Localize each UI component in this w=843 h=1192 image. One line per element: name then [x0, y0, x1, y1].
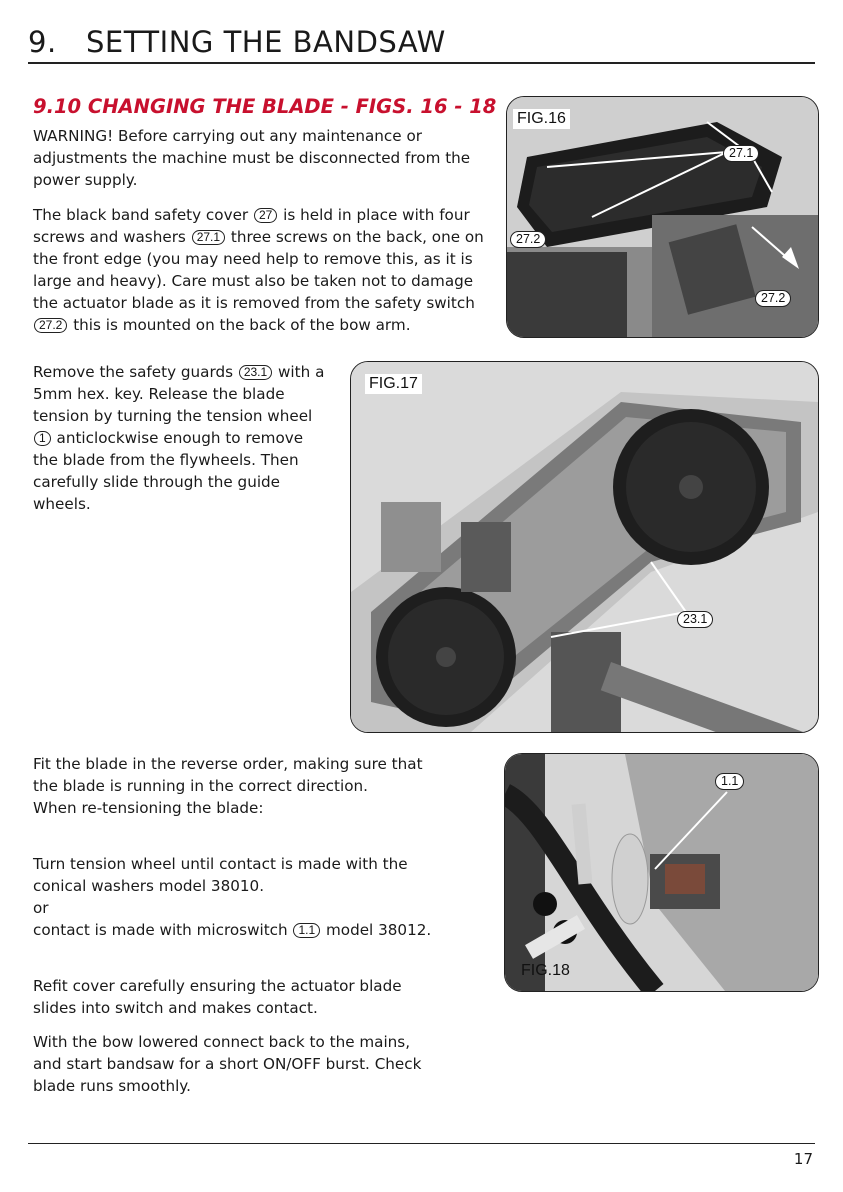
figure-17-tag-23-1: 23.1	[677, 611, 713, 628]
figure-17-label: FIG.17	[365, 374, 422, 394]
callout-1-1: 1.1	[293, 923, 320, 938]
text: with a 5mm hex. key. Release the blade tension by turning the tension wheel	[33, 363, 325, 425]
figure-16-tag-27-1: 27.1	[723, 145, 759, 162]
callout-1: 1	[34, 431, 51, 446]
figure-18-tag-1-1: 1.1	[715, 773, 744, 790]
figure-16-tag-27-2: 27.2	[510, 231, 546, 248]
figure-16-tag-27-2-inset: 27.2	[755, 290, 791, 307]
callout-27-1: 27.1	[192, 230, 225, 245]
text: model 38012.	[325, 921, 432, 939]
figure-18	[504, 753, 819, 992]
turn-paragraph	[33, 853, 433, 941]
text: Turn tension wheel until contact is made with the conical washers model 38010.	[33, 855, 408, 895]
text: contact is made with microswitch	[33, 921, 288, 939]
text: When re-tensioning the blade:	[33, 799, 264, 817]
text: Remove the safety guards	[33, 363, 233, 381]
figure-16	[506, 96, 819, 338]
mains-paragraph: With the bow lowered connect back to the mains, and start bandsaw for a short ON/OFF burst. Check blade runs smoothly.	[33, 1033, 422, 1095]
figure-17-photo	[351, 362, 818, 732]
text: The black band safety cover	[33, 206, 249, 224]
section-title: 9.10 CHANGING THE BLADE - FIGS. 16 - 18	[33, 95, 497, 118]
text: is held in place with four screws and washers	[33, 206, 470, 246]
figure-18-photo	[505, 754, 818, 991]
figure-18-label: FIG.18	[521, 962, 570, 979]
callout-27: 27	[254, 208, 277, 223]
callout-23-1: 23.1	[239, 365, 272, 380]
cover-paragraph	[33, 204, 493, 336]
text: Fit the blade in the reverse order, making sure that the blade is running in the correct direction.	[33, 755, 423, 795]
page-number: 17	[793, 1150, 813, 1168]
text: three screws on the back, one on the front edge (you may need help to remove this, as it is large and heavy). Care must also be taken not to damage the actuator blade as it is removed from the safety switch	[33, 228, 484, 312]
callout-27-2: 27.2	[34, 318, 67, 333]
warning-paragraph: WARNING! Before carrying out any maintenance or adjustments the machine must be disconnected from the power supply.	[33, 127, 471, 189]
chapter-title: SETTING THE BANDSAW	[86, 25, 446, 59]
text: this is mounted on the back of the bow arm.	[73, 316, 411, 334]
header-rule	[28, 62, 815, 64]
text: anticlockwise enough to remove the blade from the flywheels. Then carefully slide through the guide wheels.	[33, 429, 304, 513]
figure-17	[350, 361, 819, 733]
chapter-number: 9.	[28, 25, 57, 59]
chapter-heading	[28, 24, 446, 60]
text: or	[33, 899, 49, 917]
refit-paragraph: Refit cover carefully ensuring the actuator blade slides into switch and makes contact.	[33, 977, 402, 1017]
fit-paragraph	[33, 753, 433, 819]
guards-paragraph	[33, 361, 328, 515]
footer-rule	[28, 1143, 815, 1144]
figure-16-label: FIG.16	[513, 109, 570, 129]
